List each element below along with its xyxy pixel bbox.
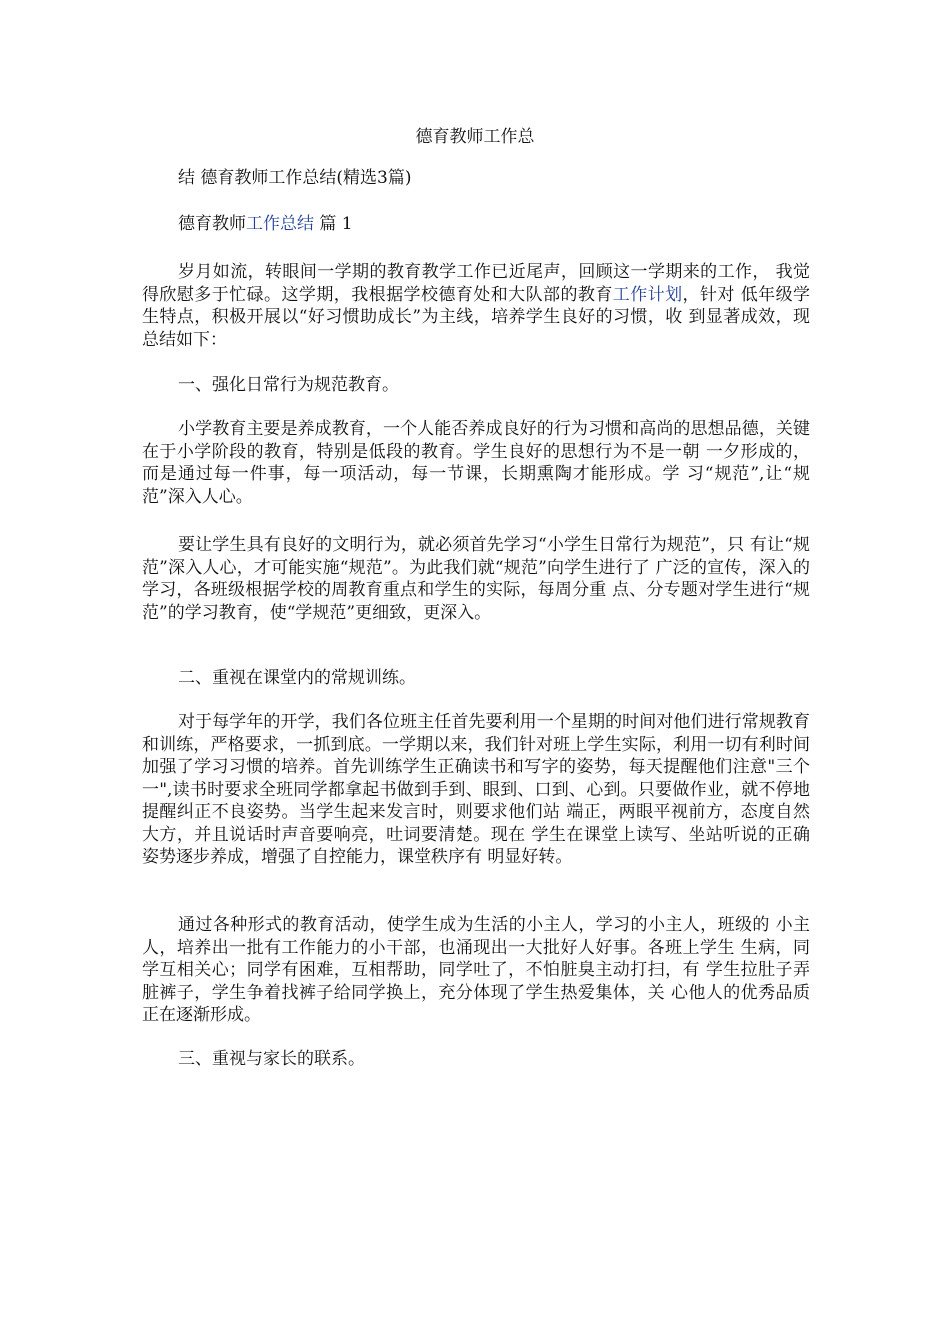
section-heading-suffix: 篇 1 [314, 214, 353, 234]
work-plan-link[interactable]: 工作计划 [612, 284, 683, 305]
section-heading [178, 214, 353, 234]
heading-three: 三、重视与家长的联系。 [178, 1049, 365, 1069]
document-subtitle: 结 德育教师工作总结(精选3篇) [178, 168, 412, 188]
section-heading-prefix: 德育教师 [178, 214, 246, 234]
paragraph-intro-end: ，针对 低年级学生特点，积极开展以“好习惯助成长”为主线，培养学生良好的习惯，收 到显著成效，现总结如下： [142, 284, 811, 350]
paragraph-intro [142, 261, 810, 351]
paragraph-classroom: 对于每学年的开学，我们各位班主任首先要利用一个星期的时间对他们进行常规教育和训练，严格要求，一抓到底。一学期以来，我们针对班上学生实际，利用一切有利时间加强了学习习惯的培养。首先训练学生正确读书和写字的姿势，每天提醒他们注意"三个一",读书时要求全班同学都拿起书做到手到、眼到、口到、心到。只要做作业，就不停地提醒纠正不良姿势。当学生起来发言时，则要求他们站 端正，两眼平视前方，态度自然大方，并且说话时声音要响亮，吐词要清楚。现在 学生在课堂上读写、坐站听说的正确姿势逐步养成，增强了自控能力，课堂秩序有 明显好转。 [142, 712, 810, 867]
paragraph-activities: 通过各种形式的教育活动，使学生成为生活的小主人，学习的小主人，班级的 小主人，培养出一批有工作能力的小干部，也涌现出一大批好人好事。各班上学生 生病，同学互相关心；同学有困难，互相帮助，同学吐了，不怕脏臭主动打扫，有 学生拉肚子弄脏裤子，学生争着找裤子给同学换上，充分体现了学生热爱集体，关 心他人的优秀品质正在逐渐形成。 [142, 915, 810, 1025]
paragraph-habits: 小学教育主要是养成教育，一个人能否养成良好的行为习惯和高尚的思想品德，关键在于小学阶段的教育，特别是低段的教育。学生良好的思想行为不是一朝 一夕形成的，而是通过每一件事，每一项活动，每一节课，长期熏陶才能形成。学 习“规范”,让“规范”深入人心。 [142, 419, 810, 507]
work-summary-link[interactable]: 工作总结 [246, 214, 314, 234]
document-title: 德育教师工作总 [415, 127, 535, 147]
heading-two: 二、重视在课堂内的常规训练。 [178, 668, 416, 688]
paragraph-norms: 要让学生具有良好的文明行为，就必须首先学习“小学生日常行为规范”，只 有让“规范”深入人心，才可能实施“规范”。为此我们就“规范”向学生进行了 广泛的宣传，深入的学习，各班级根据学校的周教育重点和学生的实际，每周分重 点、分专题对学生进行“规范”的学习教育，使“学规范”更细致，更深入。 [142, 535, 810, 623]
paragraph-intro-start: 岁月如流，转眼间一学期的教育教学工作已近尾声，回顾这一学期来的工作， 我觉得欣慰多于忙碌。这学期，我根据学校德育处和大队部的教育 [142, 262, 810, 305]
heading-one: 一、强化日常行为规范教育。 [178, 375, 399, 395]
